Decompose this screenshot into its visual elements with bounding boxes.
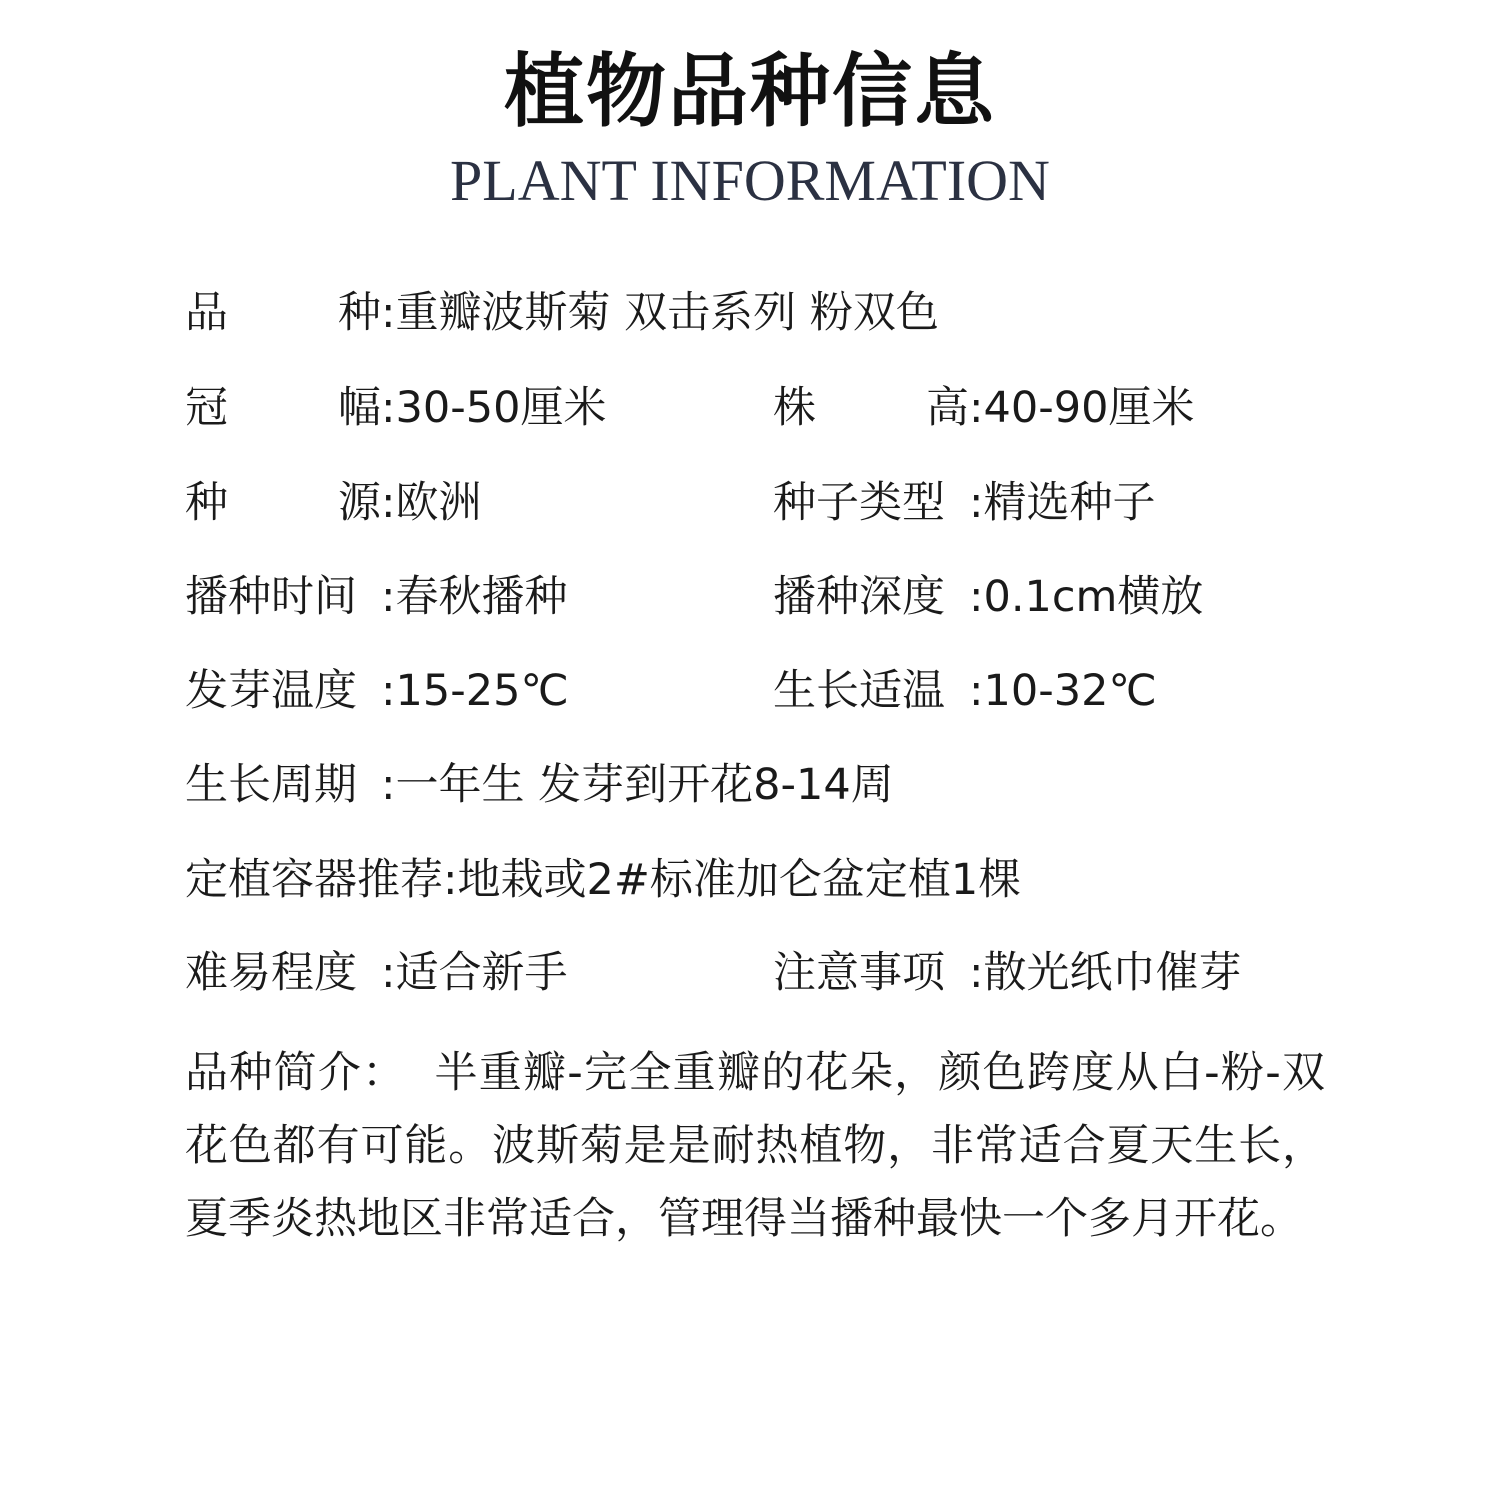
field-seed-type	[773, 473, 1156, 533]
label-notes: 注意事项	[773, 948, 945, 998]
value-sow-time: 春秋播种	[395, 572, 568, 622]
label-container: 定植容器推荐	[185, 855, 443, 905]
field-sow-time	[185, 567, 568, 627]
label-sow-depth: 播种深度	[773, 572, 945, 622]
value-notes: 散光纸巾催芽	[983, 948, 1242, 998]
value-origin: 欧洲	[395, 478, 482, 528]
value-variety: 重瓣波斯菊 双击系列 粉双色	[395, 288, 939, 338]
separator: :	[381, 478, 396, 528]
separator: :	[969, 666, 984, 716]
label-difficulty: 难易程度	[185, 948, 357, 998]
label-seed-type: 种子类型	[773, 478, 945, 528]
field-notes	[773, 943, 1242, 1003]
value-height: 40-90厘米	[983, 383, 1195, 433]
separator: :	[969, 478, 984, 528]
field-grow-temp	[773, 661, 1157, 721]
separator: :	[381, 383, 396, 433]
label-height: 株高	[773, 383, 969, 433]
intro-label: 品种简介：	[185, 1048, 407, 1098]
label-variety: 品种	[185, 288, 381, 338]
intro-text: 半重瓣-完全重瓣的花朵，颜色跨度从白-粉-双花色都有可能。波斯菊是是耐热植物，非常适合夏天生长，夏季炎热地区非常适合，管理得当播种最快一个多月开花。	[185, 1048, 1325, 1244]
field-cycle	[185, 755, 894, 815]
value-container: 地栽或2#标准加仑盆定植1棵	[457, 855, 1022, 905]
label-origin: 种源	[185, 478, 381, 528]
value-germ-temp: 15-25℃	[395, 666, 569, 716]
value-difficulty: 适合新手	[395, 948, 568, 998]
separator: :	[381, 948, 396, 998]
value-crown: 30-50厘米	[395, 383, 607, 433]
field-crown	[185, 378, 606, 438]
label-grow-temp: 生长适温	[773, 666, 945, 716]
page-title: 植物品种信息	[504, 45, 996, 138]
separator: :	[381, 288, 396, 338]
field-sow-depth	[773, 567, 1203, 627]
label-crown: 冠幅	[185, 383, 381, 433]
separator: :	[381, 572, 396, 622]
field-germ-temp	[185, 661, 569, 721]
value-cycle: 一年生 发芽到开花8-14周	[395, 760, 894, 810]
value-seed-type: 精选种子	[983, 478, 1156, 528]
page-subtitle: PLANT INFORMATION	[450, 148, 1050, 213]
label-sow-time: 播种时间	[185, 572, 357, 622]
separator: :	[381, 760, 396, 810]
separator: :	[381, 666, 396, 716]
field-difficulty	[185, 943, 568, 1003]
separator: :	[969, 948, 984, 998]
variety-intro	[185, 1037, 1325, 1256]
separator: :	[443, 855, 458, 905]
value-grow-temp: 10-32℃	[983, 666, 1157, 716]
label-germ-temp: 发芽温度	[185, 666, 357, 716]
field-container	[185, 850, 1021, 910]
field-height	[773, 378, 1194, 438]
separator: :	[969, 383, 984, 433]
value-sow-depth: 0.1cm横放	[983, 572, 1204, 622]
field-origin	[185, 473, 482, 533]
separator: :	[969, 572, 984, 622]
field-variety	[185, 283, 939, 343]
label-cycle: 生长周期	[185, 760, 357, 810]
